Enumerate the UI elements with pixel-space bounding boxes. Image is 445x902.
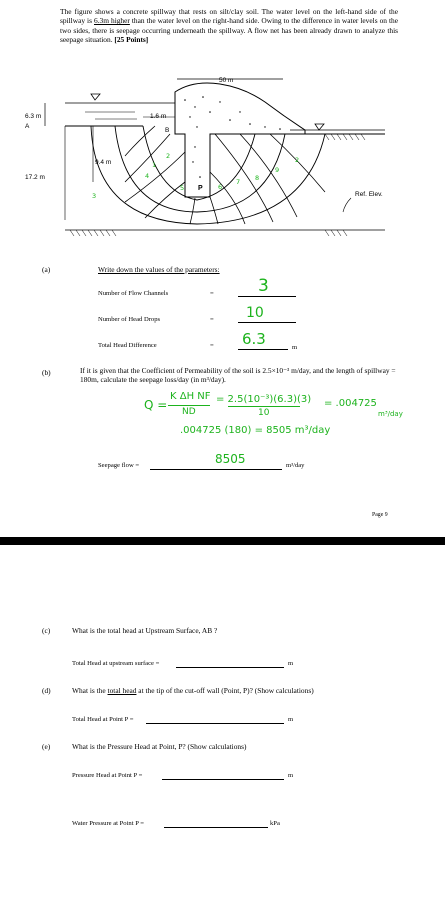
water-pressure-label: Water Pressure at Point P = [72, 820, 144, 827]
seepage-flow-label: Seepage flow = [98, 462, 140, 469]
unit-kpa: kPa [270, 820, 280, 827]
equipotential-lines [125, 126, 325, 224]
label-50m: 50 m [219, 77, 234, 84]
channel-number: 2 [295, 156, 300, 164]
page-2 [0, 545, 445, 902]
part-e-label: (e) [42, 742, 51, 751]
upstream-head-label: Total Head at upstream surface = [72, 660, 160, 667]
label-P: P [198, 185, 203, 192]
seepage-flow-unit: m³/day [286, 462, 305, 469]
work-substitution: = 2.5(10⁻³)(6.3)(3) [216, 394, 312, 405]
answer-line [162, 779, 284, 780]
drop-number: 4 [145, 172, 150, 180]
intro-underlined: 6.3m higher [94, 16, 130, 26]
answer-line [164, 827, 268, 828]
part-d-question: What is the [72, 686, 108, 695]
points-label: [25 Points] [114, 34, 149, 44]
work-result-unit: m³/day [378, 410, 403, 418]
unit-m: m [288, 772, 294, 779]
equals-sign: = [210, 316, 214, 323]
drop-number: 8 [255, 174, 260, 182]
point-p-head-label: Total Head at Point P = [72, 716, 134, 723]
label-9-4m: 9.4 m [95, 159, 112, 166]
head-difference-answer: 6.3 [242, 330, 266, 348]
drop-number: 2 [166, 152, 171, 160]
work-fraction-numerator: K ΔH NF [170, 391, 211, 402]
flow-channels-answer: 3 [258, 276, 269, 296]
part-a-label: (a) [42, 265, 51, 274]
intro-text-2: than the water level on the right-hand side. Owing to the difference in water levels on the two sides, there is seepage occurring underneath the spillway. A flow net has been already drawn to analyze this seepage situation. [60, 16, 398, 44]
pressure-head-label: Pressure Head at Point P = [72, 772, 143, 779]
part-c-label: (c) [42, 626, 51, 635]
label-ref-elev: Ref. Elev. [355, 191, 383, 198]
work-line-2: .004725 (180) = 8505 m³/day [180, 425, 331, 436]
drop-number: 6 [218, 183, 223, 191]
part-b-question: If it is given that the Coefficient of Permeability of the soil is 2.5×10⁻³ m/day, and the length of spillway = 180m, calculate the seepage loss/day (in m³/day). [80, 366, 396, 385]
equals-sign: = [210, 342, 214, 349]
part-e-question: What is the Pressure Head at Point, P? (Show calculations) [72, 742, 247, 751]
label-A: A [25, 123, 30, 130]
part-b-label: (b) [42, 368, 51, 377]
upstream-water-marker [91, 94, 100, 100]
label-6-3m: 6.3 m [25, 113, 42, 120]
part-c-question: What is the total head at Upstream Surface, AB ? [72, 626, 218, 635]
work-fraction-denominator: ND [182, 407, 196, 417]
drop-number: 7 [236, 178, 241, 186]
intro-text: The figure shows a concrete spillway that rests on silt/clay soil. The water level on the left-hand side of the spillway is [60, 7, 398, 26]
head-drops-answer: 10 [246, 305, 264, 321]
equals-sign: = [210, 290, 214, 297]
answer-line [146, 723, 284, 724]
problem-statement [60, 7, 398, 44]
answer-line [176, 667, 284, 668]
work-denominator: 10 [258, 408, 270, 418]
flow-channels-label: Number of Flow Channels [98, 290, 169, 297]
label-1-6m: 1.6 m [150, 113, 167, 120]
drop-number: 9 [275, 166, 280, 174]
seepage-flow-answer: 8505 [215, 452, 246, 466]
drop-number: 5 [180, 184, 185, 192]
fraction-bar [168, 405, 210, 406]
unit-m: m [288, 716, 294, 723]
work-q: Q = [144, 398, 168, 412]
part-a-title: Write down the values of the parameters: [98, 265, 220, 274]
work-result: = .004725 [324, 398, 377, 409]
part-d-question-2: at the tip of the cut-off wall (Point, P)? (Show calculations) [136, 686, 314, 695]
drop-number: 1 [152, 161, 157, 169]
part-d-underlined: total head [107, 686, 137, 695]
head-drops-label: Number of Head Drops [98, 316, 161, 323]
fraction-bar [228, 406, 300, 407]
page-number: Page 9 [372, 512, 388, 518]
answer-line [150, 469, 282, 470]
label-B: B [165, 127, 170, 134]
drop-number: 3 [92, 192, 97, 200]
head-difference-label: Total Head Difference [98, 342, 157, 349]
spillway-flow-net-figure [25, 72, 385, 262]
unit-m: m [288, 660, 294, 667]
answer-line [238, 296, 296, 297]
answer-line [238, 322, 296, 323]
part-d-label: (d) [42, 686, 51, 695]
page-separator [0, 537, 445, 545]
label-17-2m: 17.2 m [25, 174, 45, 181]
unit-m: m [292, 344, 298, 351]
downstream-water-marker [315, 124, 324, 130]
answer-line [238, 349, 288, 350]
